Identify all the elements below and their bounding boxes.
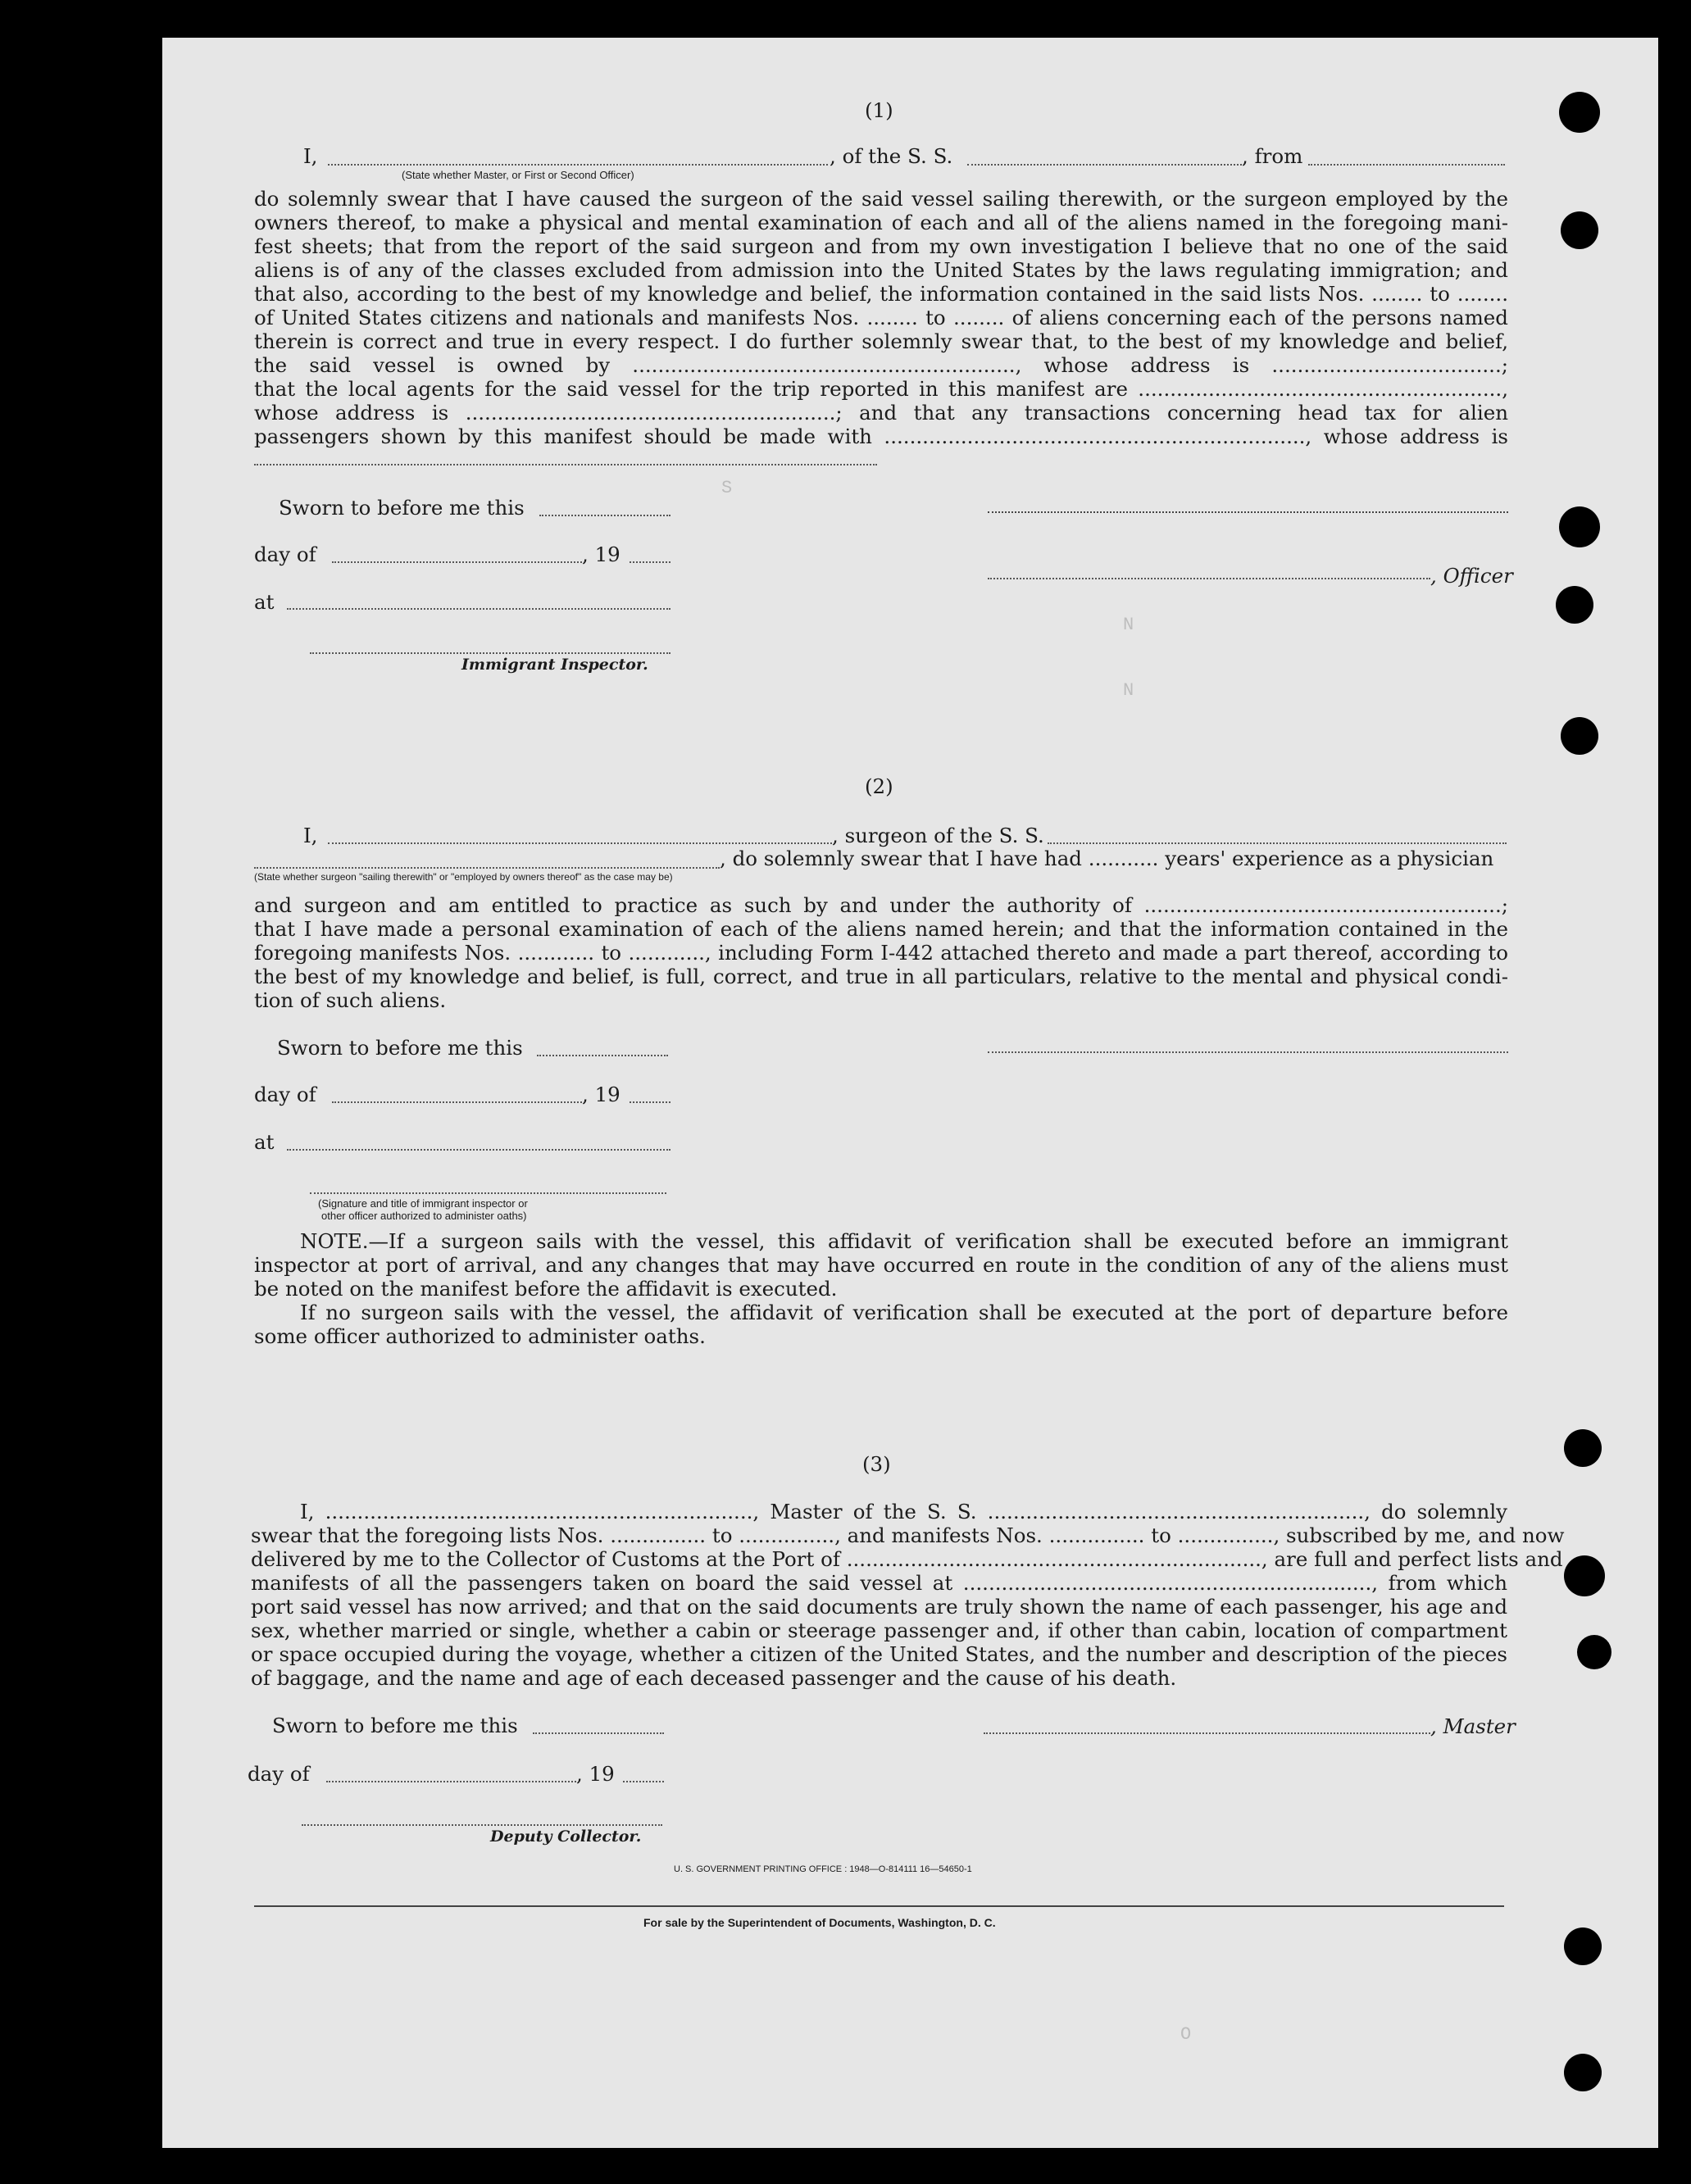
surgeon-ship-field[interactable]: [1048, 842, 1507, 844]
binder-hole: [1556, 586, 1593, 624]
year-field[interactable]: [623, 1781, 664, 1782]
section-number: (3): [862, 1452, 891, 1476]
binder-hole: [1564, 1555, 1605, 1596]
ship-name-field[interactable]: [967, 164, 1242, 166]
surgeon-signature-line[interactable]: [988, 1051, 1508, 1053]
footer-rule: [254, 1905, 1504, 1907]
surgeon-paragraph: and surgeon and am entitled to practice as such by and under the authority of ........................................................; that I have made a personal examination of each of the aliens named herein; and that the information contained in the foregoing manifests Nos. ............ to ............, including Form I-442 attached thereto and made a part thereof, according to the best of my knowledge and belief, is full, correct, and true in all particulars, relative to the mental and physical condi-: [254, 893, 1508, 988]
officer-rank-note: (State whether Master, or First or Second Officer): [402, 169, 634, 181]
master-signature-line[interactable]: [984, 1732, 1430, 1734]
from-port-field[interactable]: [1308, 164, 1505, 166]
collector-signature-line[interactable]: [302, 1824, 662, 1826]
binder-hole: [1561, 717, 1598, 755]
at-label: at: [254, 590, 275, 614]
section-number: (2): [865, 774, 893, 798]
inspector-label: Immigrant Inspector.: [461, 656, 648, 674]
month-field[interactable]: [326, 1781, 576, 1782]
day-of-label: day of: [254, 1083, 316, 1106]
day-of-label: day of: [254, 543, 316, 566]
sworn-label: Sworn to before me this: [279, 496, 525, 520]
place-field[interactable]: [287, 1149, 670, 1151]
no-surgeon-note: If no surgeon sails with the vessel, the affidavit of verification shall be executed at the port of departure before: [300, 1301, 1508, 1324]
officer-label: , Officer: [1430, 564, 1513, 588]
binder-hole: [1559, 92, 1600, 133]
sworn-label: Sworn to before me this: [277, 1036, 523, 1060]
year-field[interactable]: [630, 1101, 670, 1103]
year-field[interactable]: [630, 561, 670, 563]
section-number: (1): [865, 98, 893, 122]
master-label: , Master: [1430, 1714, 1516, 1738]
binder-hole: [1561, 211, 1598, 249]
address-continuation-field[interactable]: [254, 464, 877, 465]
surgeon-status-note: (State whether surgeon "sailing therewith" or "employed by owners thereof" as the case may be): [254, 871, 673, 883]
year-label: , 19: [582, 543, 620, 566]
surgeon-ship-label: , surgeon of the S. S.: [832, 824, 1044, 847]
officer-signature-line[interactable]: [988, 511, 1508, 513]
from-label: , from: [1242, 144, 1303, 168]
officer-name-field[interactable]: [328, 164, 828, 166]
inspector-signature-line[interactable]: [310, 652, 670, 654]
sworn-day-field[interactable]: [537, 1055, 668, 1056]
binder-hole: [1559, 506, 1600, 547]
surgeon-note: NOTE.—If a surgeon sails with the vessel, this affidavit of verification shall be executed before an immigrant inspector at port of arrival, and any changes that may have occurred en route in the condition of any of the aliens must: [254, 1229, 1508, 1277]
oath-paragraph: do solemnly swear that I have caused the surgeon of the said vessel sailing therewith, or the surgeon employed by the owners thereof, to make a physical and mental examination of each and all of the aliens named in the foregoing mani- fest sheets; that from the report of the said surgeon and from my own investigation I believe that no one of the said aliens is of any of the classes excluded from admission into the United States by the laws regulating immigration; and that also, according to the best of my knowledge and belief, the information contained in the said lists Nos. ........ to ........ of United States citizens and nationals and manifests Nos. ........ to ........ of aliens concerning each of the persons named therein is correct and true in every respect. I do further solemnly swear that, to the best of my knowledge and belief, the said vessel is owned by ............................................................, whose address is ....................................; that the local agents for the said vessel for the trip reported in this manifest are ........................................................., whose address is ..........................................................; and that any transactions concerning head tax for alien passengers shown by this manifest should be made with .................................................................., whose address is: [254, 187, 1508, 448]
ship-label: , of the S. S.: [830, 144, 953, 168]
binder-hole: [1564, 1927, 1602, 1965]
surgeon-status-field[interactable]: [254, 867, 720, 869]
bleed-through-text: N: [1123, 680, 1136, 701]
month-field[interactable]: [332, 1101, 582, 1103]
printing-office-imprint: U. S. GOVERNMENT PRINTING OFFICE : 1948—O-814111 16—54650-1: [674, 1864, 972, 1874]
bleed-through-text: O: [1180, 2024, 1193, 2045]
surgeon-name-field[interactable]: [328, 842, 832, 844]
surgeon-note-end: be noted on the manifest before the affidavit is executed.: [254, 1277, 838, 1301]
bleed-through-text: N: [1123, 615, 1136, 635]
master-paragraph-end: of baggage, and the name and age of each deceased passenger and the cause of his death.: [251, 1666, 1177, 1690]
signature-note: other officer authorized to administer oaths): [321, 1210, 527, 1222]
sworn-label: Sworn to before me this: [272, 1714, 518, 1737]
at-label: at: [254, 1130, 275, 1154]
sworn-day-field[interactable]: [533, 1732, 664, 1734]
day-of-label: day of: [248, 1762, 310, 1786]
year-label: , 19: [582, 1083, 620, 1106]
collector-label: Deputy Collector.: [490, 1828, 642, 1846]
sale-notice: For sale by the Superintendent of Documents, Washington, D. C.: [643, 1916, 996, 1929]
binder-hole: [1564, 1429, 1602, 1467]
surgeon-paragraph-end: tion of such aliens.: [254, 988, 447, 1012]
officer-title-line[interactable]: [988, 578, 1430, 579]
surgeon-oath-line: , do solemnly swear that I have had ........... years' experience as a physician: [720, 847, 1494, 870]
binder-hole: [1577, 1635, 1611, 1669]
year-label: , 19: [576, 1762, 615, 1786]
oath-i: I,: [303, 144, 318, 168]
month-field[interactable]: [332, 561, 582, 563]
place-field[interactable]: [287, 608, 670, 610]
no-surgeon-note-end: some officer authorized to administer oaths.: [254, 1324, 706, 1348]
bleed-through-text: S: [721, 478, 734, 498]
authorized-signature-line[interactable]: [310, 1192, 666, 1194]
oath-i: I,: [303, 824, 318, 847]
sworn-day-field[interactable]: [539, 515, 670, 516]
signature-note: (Signature and title of immigrant inspector or: [318, 1197, 528, 1210]
binder-hole: [1564, 2054, 1602, 2091]
master-paragraph: I, ..................................................................., Master of the S. S. ..........................................................., do solemnly swear that the foregoing lists Nos. ............... to ..............., and manifests Nos. ............... to ..............., subscribed by me, and now delivered by me to the Collector of Customs at the Port of ................................................................., are full and perfect lists and manifests of all the passengers taken on board the said vessel at ................................................................, from which port said vessel has now arrived; and that on the said documents are truly shown the name of each passenger, his age and sex, whether married or single, whether a cabin or steerage passenger and, if other than cabin, location of compartment or space occupied during the voyage, whether a citizen of the United States, and the number and description of the pieces: [251, 1500, 1565, 1666]
